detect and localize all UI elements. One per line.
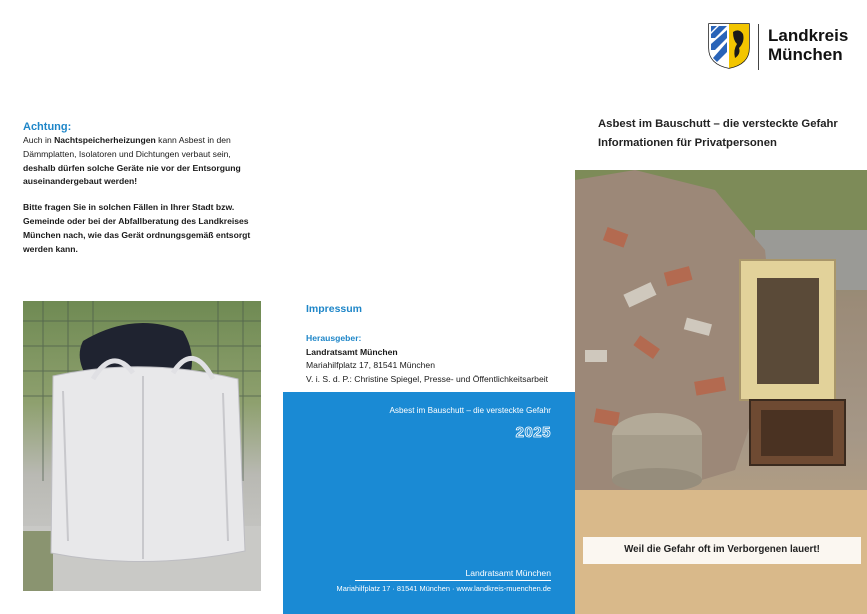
back-cover-address: Mariahilfplatz 17 · 81541 München · www.landkreis-muenchen.de: [336, 584, 551, 593]
publisher-name: Landratsamt München: [306, 346, 398, 357]
publisher-address: Mariahilfplatz 17, 81541 München: [306, 360, 435, 371]
big-bag-photo: [23, 301, 261, 591]
logo-wordmark: [768, 26, 848, 64]
responsible-person: V. i. S. d. P.: Christine Spiegel, Presse- und Öffentlichkeitsarbeit: [306, 373, 549, 384]
cover-slogan: Weil die Gefahr oft im Verborgenen lauert!: [624, 544, 820, 555]
advice-paragraph: Bitte fragen Sie in solchen Fällen in Ihrer Stadt bzw. Gemeinde oder bei der Abfallberatung des Landkreises München nach, wie das Gerät ordnungsgemäß entsorgt werden kann.: [23, 202, 251, 254]
impressum-heading: Impressum: [306, 303, 363, 315]
publication-year: 2025: [515, 424, 551, 441]
warning-text-block: [23, 120, 263, 256]
cover-title: [598, 115, 860, 153]
warning-heading: Achtung:: [23, 121, 72, 133]
logo-divider: [758, 24, 759, 70]
impressum-block: [306, 303, 556, 386]
big-bag-illustration: [23, 301, 261, 591]
cover-title-line-2: Informationen für Privatpersonen: [598, 137, 777, 149]
coat-of-arms-icon: [707, 22, 751, 75]
warning-text-a: Auch in: [23, 135, 55, 145]
back-cover-subtitle: Asbest im Bauschutt – die versteckte Gefahr: [389, 406, 551, 415]
publisher-label: Herausgeber:: [306, 333, 362, 344]
cover-title-line-1: Asbest im Bauschutt – die versteckte Gefahr: [598, 118, 838, 130]
divider-line: [355, 580, 551, 581]
warning-text-d: deshalb dürfen solche Geräte nie vor der Entsorgung auseinandergebaut werden!: [23, 162, 241, 187]
warning-text-b: Nachtspeicherheizungen: [54, 135, 156, 145]
warning-paragraph: [23, 134, 263, 189]
back-cover-panel: [283, 392, 575, 614]
logo-line-2: München: [768, 45, 843, 64]
back-cover-organization: Landratsamt München: [465, 568, 551, 578]
warning-text-c: kann Asbest in den Dämmplatten, Isolatoren und Dichtungen verbaut sein,: [23, 135, 231, 159]
logo-line-1: Landkreis: [768, 26, 849, 45]
